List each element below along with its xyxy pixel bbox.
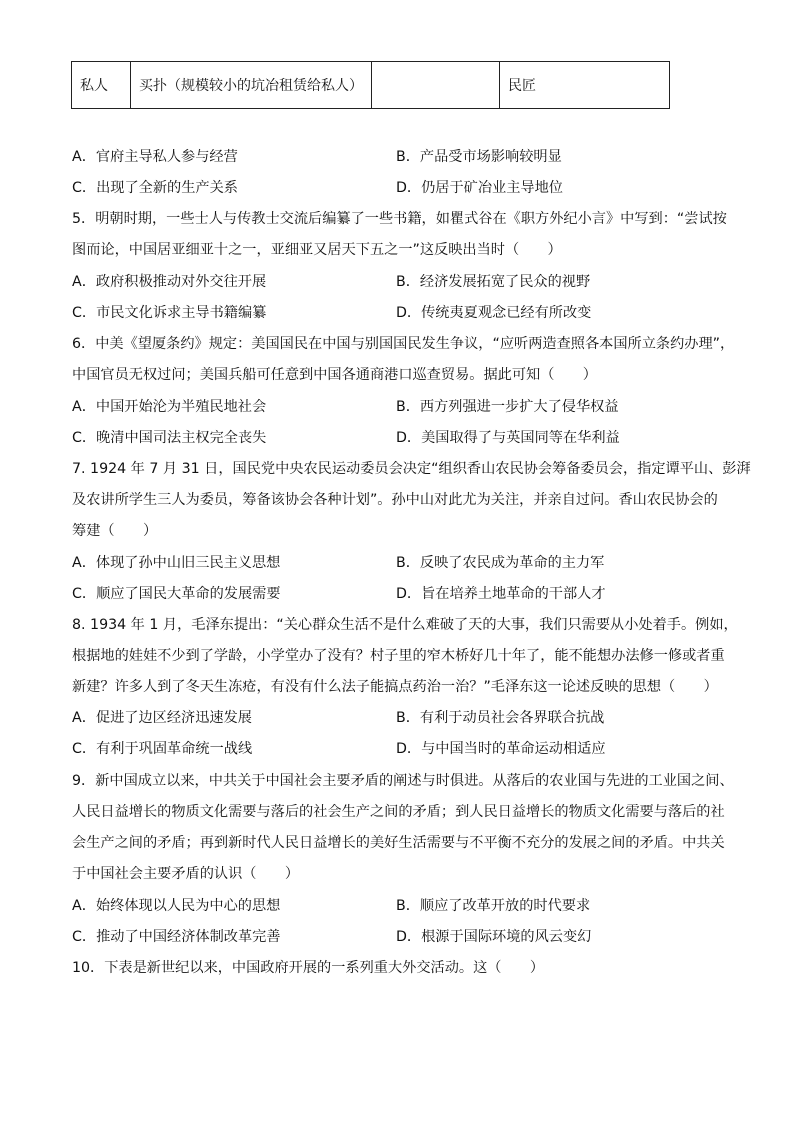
table-cell: 民匠 [500, 62, 670, 109]
q6-option-c: C．晚清中国司法主权完全丧失 [72, 430, 267, 446]
q5-option-d: D．传统夷夏观念已经有所改变 [396, 305, 592, 321]
q8-option-c: C．有利于巩固革命统一战线 [72, 741, 253, 757]
table-cell [372, 62, 500, 109]
table-cell: 买扑（规模较小的坑冶租赁给私人） [131, 62, 372, 109]
q8-stem-line: 根据地的娃娃不少到了学龄，小学堂办了没有？村子里的窄木桥好几十年了，能不能想办法修一修或者重 [72, 648, 725, 664]
q9-option-d: D．根源于国际环境的风云变幻 [396, 929, 592, 945]
q7-option-b: B．反映了农民成为革命的主力军 [396, 555, 605, 571]
q8-option-b: B．有利于动员社会各界联合抗战 [396, 710, 605, 726]
q10-stem-line: 10．下表是新世纪以来，中国政府开展的一系列重大外交活动。这（ ） [72, 960, 545, 976]
q4-option-a: A．官府主导私人参与经营 [72, 149, 238, 165]
q8-option-d: D．与中国当时的革命运动相适应 [396, 741, 606, 757]
q6-option-a: A．中国开始沦为半殖民地社会 [72, 399, 267, 415]
q4-option-b: B．产品受市场影响较明显 [396, 149, 562, 165]
q5-stem-line: 5．明朝时期，一些士人与传教士交流后编纂了一些书籍，如瞿式谷在《职方外纪小言》中写到：“尝试按 [72, 211, 727, 227]
q8-stem-line: 新建？许多人到了冬天生冻疮，有没有什么法子能搞点药治一治？”毛泽东这一论述反映的思想（ ） [72, 679, 718, 695]
table-row [72, 62, 670, 109]
q5-option-a: A．政府积极推动对外交往开展 [72, 274, 267, 290]
q7-option-c: C．顺应了国民大革命的发展需要 [72, 586, 281, 602]
q5-stem-line: 图而论，中国居亚细亚十之一，亚细亚又居天下五之一”这反映出当时（ ） [72, 242, 562, 258]
q9-stem-line: 会生产之间的矛盾；再到新时代人民日益增长的美好生活需要与不平衡不充分的发展之间的矛盾。中共关 [72, 835, 725, 851]
q6-stem-line: 6．中美《望厦条约》规定：美国国民在中国与别国国民发生争议，“应听两造查照各本国所立条约办理”， [72, 336, 735, 352]
q7-stem-line: 7. 1924 年 7 月 31 日，国民党中央农民运动委员会决定“组织香山农民协会筹备委员会，指定谭平山、彭湃 [72, 461, 751, 477]
q7-option-d: D．旨在培养土地革命的干部人才 [396, 586, 606, 602]
q9-stem-line: 9．新中国成立以来，中共关于中国社会主要矛盾的阐述与时俱进。从落后的农业国与先进的工业国之间、 [72, 773, 734, 789]
q5-option-b: B．经济发展拓宽了民众的视野 [396, 274, 591, 290]
q9-stem-line: 人民日益增长的物质文化需要与落后的社会生产之间的矛盾；到人民日益增长的物质文化需要与落后的社 [72, 804, 725, 820]
q9-option-a: A．始终体现以人民为中心的思想 [72, 898, 281, 914]
q4-option-d: D．仍居于矿冶业主导地位 [396, 180, 563, 196]
q8-stem-line: 8. 1934 年 1 月，毛泽东提出：“关心群众生活不是什么难破了天的大事，我们只需要从小处着手。例如， [72, 617, 738, 633]
resource-table [71, 61, 670, 109]
q4-option-c: C．出现了全新的生产关系 [72, 180, 238, 196]
q7-option-a: A．体现了孙中山旧三民主义思想 [72, 555, 281, 571]
q7-stem-line: 筹建（ ） [72, 523, 158, 539]
q9-stem-line: 于中国社会主要矛盾的认识（ ） [72, 866, 300, 882]
q6-option-b: B．西方列强进一步扩大了侵华权益 [396, 399, 619, 415]
q9-option-b: B．顺应了改革开放的时代要求 [396, 898, 591, 914]
q6-stem-line: 中国官员无权过问；美国兵船可任意到中国各通商港口巡查贸易。据此可知（ ） [72, 367, 597, 383]
q7-stem-line: 及农讲所学生三人为委员，筹备该协会各种计划”。孙中山对此尤为关注，并亲自过问。香山农民协会的 [72, 492, 718, 508]
q9-option-c: C．推动了中国经济体制改革完善 [72, 929, 281, 945]
q8-option-a: A．促进了边区经济迅速发展 [72, 710, 252, 726]
table-cell: 私人 [72, 62, 131, 109]
q5-option-c: C．市民文化诉求主导书籍编纂 [72, 305, 267, 321]
q6-option-d: D．美国取得了与英国同等在华利益 [396, 430, 620, 446]
